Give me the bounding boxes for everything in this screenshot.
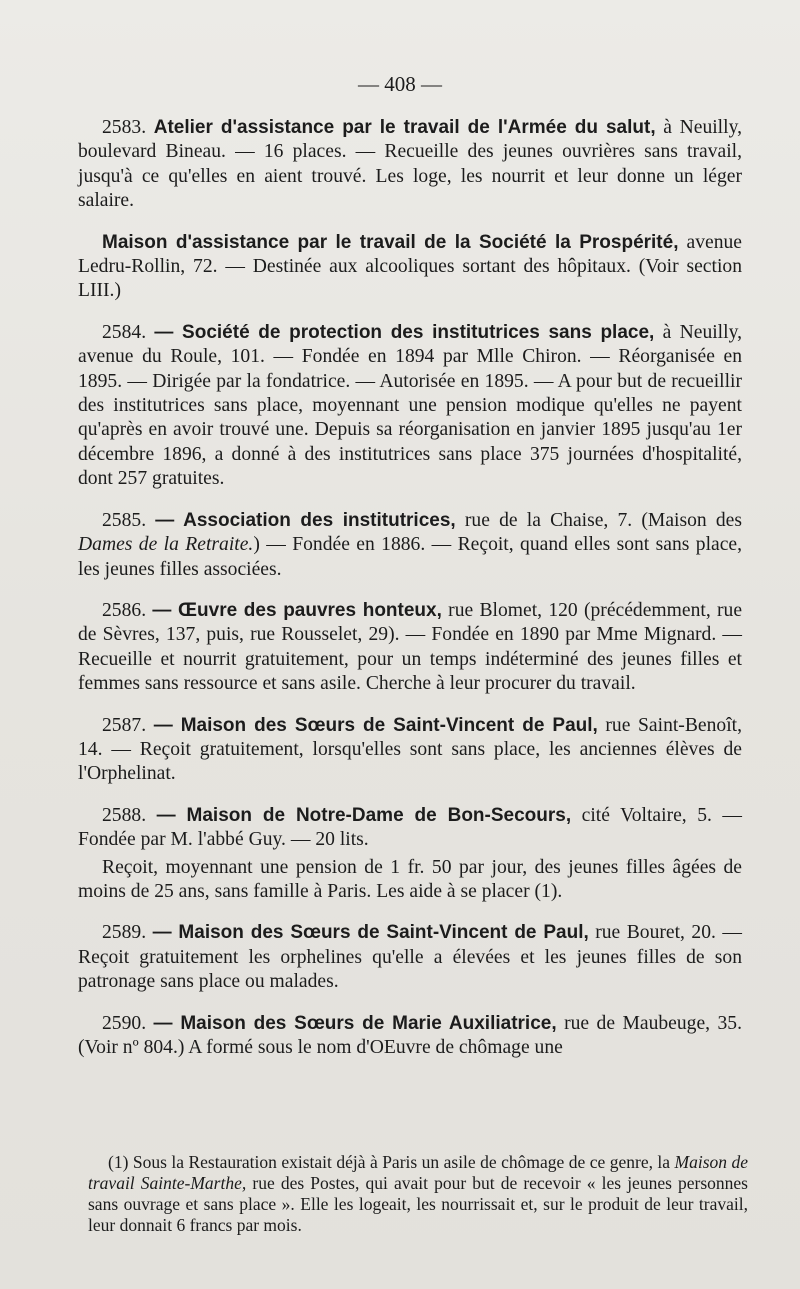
entry-number: 2584. (102, 321, 147, 343)
footnote-part-b: rue des Postes, qui avait pour but de recevoir « les jeunes personnes sans ouvrage et sans place ». Elle les logeait, les nourrissait et, sur le produit de leur travail, leur donnait 6 francs par mois. (88, 1173, 748, 1235)
entry-title: — Maison des Sœurs de Saint-Vincent de Paul, (153, 714, 598, 736)
footnote-italic: Maison de travail Sainte-Marthe, (88, 1152, 748, 1193)
footnote (88, 1152, 748, 1236)
entry-text: avenue Ledru-Rollin, 72. — Destinée aux alcooliques sortant des hôpitaux. (Voir section LIII.) (78, 231, 742, 302)
entry-2588-continuation: Reçoit, moyennant une pension de 1 fr. 50 par jour, des jeunes filles âgées de moins de 25 ans, sans famille à Paris. Les aide à se placer (1). (78, 856, 742, 902)
entry-text: cité Voltaire, 5. — Fondée par M. l'abbé Guy. — 20 lits. (78, 804, 743, 851)
entry-maison-prosperite (78, 231, 742, 304)
entry-text: rue Blomet, 120 (précédemment, rue de Sèvres, 137, puis, rue Rousselet, 29). — Fondée en 1890 par Mme Mignard. — Recueille et nourrit gratuitement, pour un temps indéterminé des jeunes filles et femmes sans ressource et sans asile. Cherche à leur procurer du travail. (78, 599, 743, 695)
entry-2586 (78, 599, 742, 697)
entry-title: Maison d'assistance par le travail de la Société la Prospérité, (102, 231, 679, 253)
entry-number: 2589. (102, 922, 147, 944)
entry-number: 2588. (102, 804, 147, 826)
footnote-text (88, 1152, 748, 1236)
entry-title: — Maison des Sœurs de Saint-Vincent de Paul, (152, 922, 589, 944)
entry-text: rue Bouret, 20. — Reçoit gratuitement les orphelines qu'elle a élevées et les jeunes filles de son patronage sans place ou malades. (78, 922, 742, 993)
entry-2584 (78, 321, 742, 492)
entry-2583 (78, 116, 742, 214)
entry-2590 (78, 1012, 742, 1061)
entry-text-a: rue de la Chaise, 7. (Maison des (464, 509, 742, 531)
page-number: — 408 — (358, 72, 442, 96)
entry-2588 (78, 804, 742, 853)
entry-title: — Société de protection des institutrices sans place, (154, 321, 655, 343)
entry-number: 2586. (102, 599, 147, 621)
entry-number: 2583. (102, 117, 147, 138)
entry-title: — Œuvre des pauvres honteux, (152, 599, 442, 621)
entry-number: 2590. (102, 1012, 147, 1034)
entry-text: rue de Maubeuge, 35. (Voir nº 804.) A formé sous le nom d'OEuvre de chômage une (78, 1012, 742, 1058)
entry-text: à Neuilly, boulevard Bineau. — 16 places. — Recueille des jeunes ouvrières sans travail, jusqu'à ce qu'elles en aient trouvé. Les loge, les nourrit et leur donne un léger salaire. (78, 117, 742, 212)
entry-title: Atelier d'assistance par le travail de l'Armée du salut, (153, 117, 656, 138)
entry-text: à Neuilly, avenue du Roule, 101. — Fondée en 1894 par Mlle Chiron. — Réorganisée en 1895. — Dirigée par la fondatrice. — Autorisée en 1895. — A pour but de recueillir des institutrices sans place, moyennant une pension modique qu'elles ne payent qu'après en avoir trouvé une. Depuis sa réorganisation en janvier 1895 jusqu'au 1er décembre 1896, a donné à des institutrices sans place 375 journées d'hospitalité, dont 257 gratuites. (78, 321, 742, 490)
entry-2585 (78, 509, 742, 582)
entry-title: — Association des institutrices, (155, 509, 456, 531)
entry-number: 2587. (102, 714, 147, 736)
entry-italic: Dames de la Retraite. (78, 534, 254, 556)
entry-text-b: ) — Fondée en 1886. — Reçoit, quand elles sont sans place, les jeunes filles associées. (78, 534, 742, 580)
entry-title: — Maison de Notre-Dame de Bon-Secours, (156, 804, 572, 826)
entry-title: — Maison des Sœurs de Marie Auxiliatrice, (153, 1012, 557, 1034)
entry-text: rue Saint-Benoît, 14. — Reçoit gratuitement, lorsqu'elles sont sans place, les anciennes élèves de l'Orphelinat. (78, 714, 742, 785)
page-body (78, 116, 742, 1077)
entry-2589 (78, 921, 742, 994)
entry-number: 2585. (102, 509, 147, 531)
footnote-part-a: (1) Sous la Restauration existait déjà à Paris un asile de chômage de ce genre, la (108, 1152, 675, 1172)
entry-2587 (78, 714, 742, 787)
